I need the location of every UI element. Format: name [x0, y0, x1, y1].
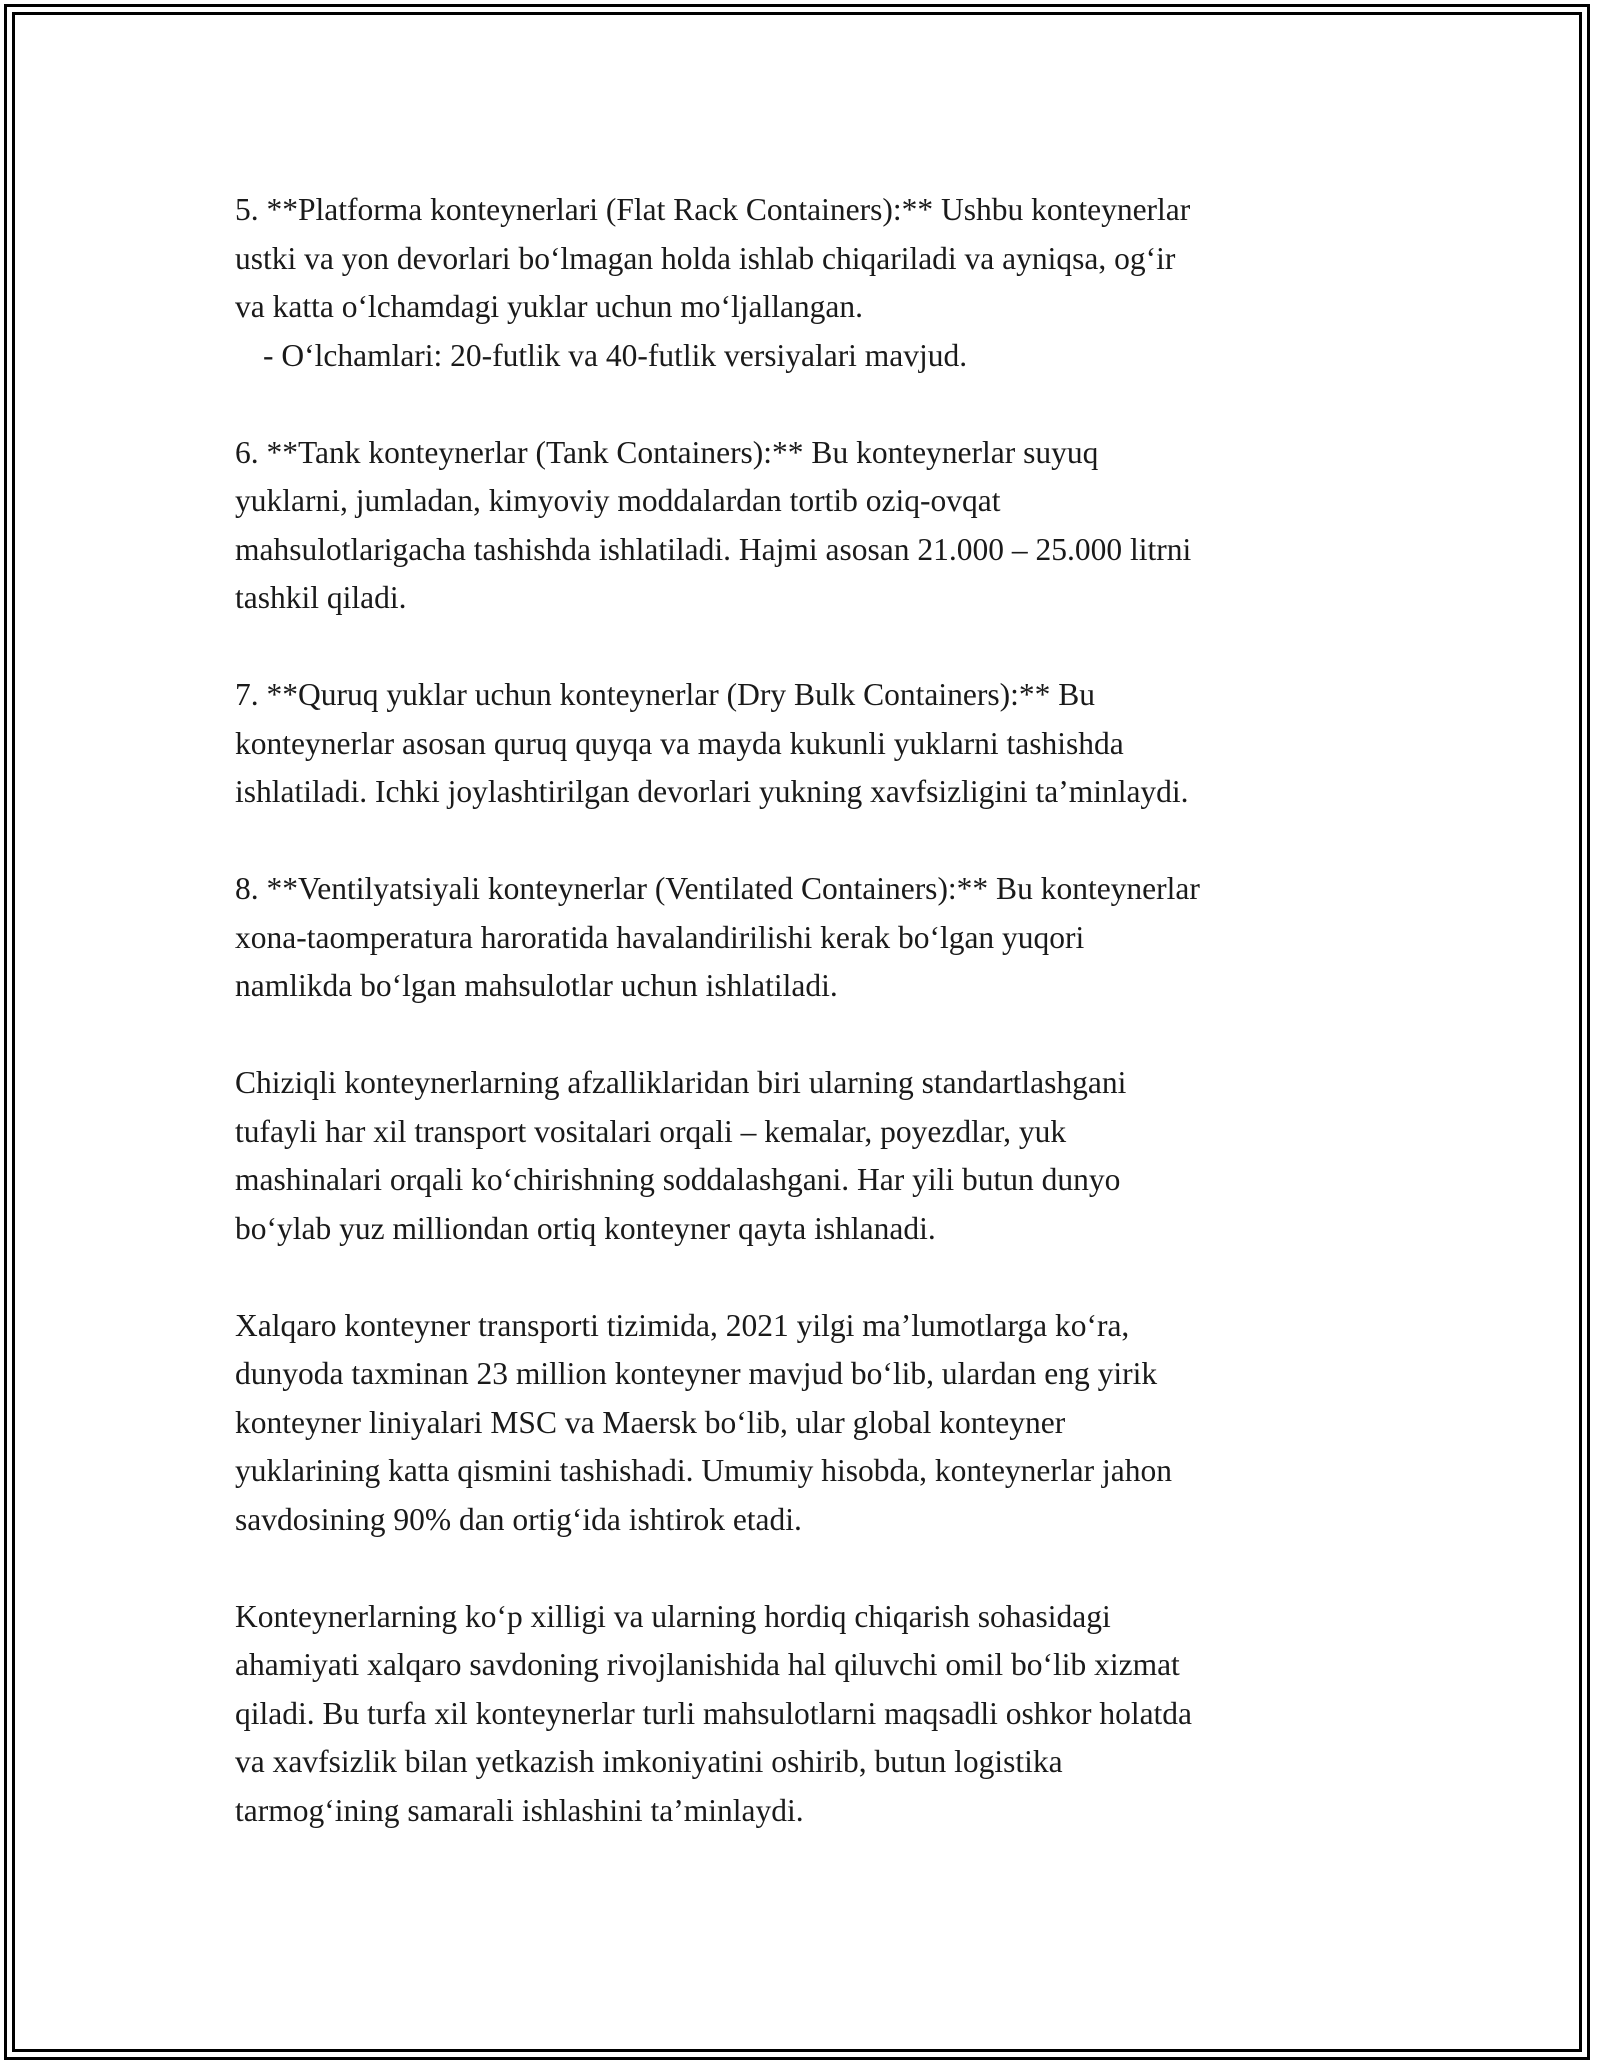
paragraph-international-statistics [235, 1302, 1375, 1545]
text-line: ahamiyati xalqaro savdoning rivojlanishida hal qiluvchi omil bo‘lib xizmat [235, 1647, 1180, 1682]
text-line: Konteynerlarning ko‘p xilligi va ularning hordiq chiqarish sohasidagi [235, 1598, 1111, 1634]
text-line: 8. **Ventilyatsiyali konteynerlar (Ventilated Containers):** Bu konteynerlar [235, 871, 1200, 906]
text-line: va katta o‘lchamdagi yuklar uchun mo‘ljallangan. [235, 289, 864, 324]
text-line: Chiziqli konteynerlarning afzalliklaridan biri ularning standartlashgani [235, 1065, 1127, 1100]
document-body [235, 186, 1375, 1884]
text-line: tufayli har xil transport vositalari orqali – kemalar, poyezdlar, yuk [235, 1113, 1067, 1149]
paragraph-dry-bulk-containers [235, 671, 1375, 817]
text-line: dunyoda taxminan 23 million konteyner mavjud bo‘lib, ulardan eng yirik [235, 1356, 1158, 1391]
text-line: va xavfsizlik bilan yetkazish imkoniyatini oshirib, butun logistika [235, 1744, 1063, 1779]
text-line: bo‘ylab yuz milliondan ortiq konteyner qayta ishlanadi. [235, 1210, 936, 1246]
paragraph-flat-rack-containers [235, 186, 1375, 380]
text-line: tarmog‘ining samarali ishlashini ta’minlaydi. [235, 1792, 804, 1828]
text-line: 5. **Platforma konteynerlari (Flat Rack Containers):** Ushbu konteynerlar [235, 192, 1191, 227]
sub-item-dimensions: - O‘lchamlari: 20-futlik va 40-futlik versiyalari mavjud. [263, 337, 968, 373]
text-line: yuklarining katta qismini tashishadi. Umumiy hisobda, konteynerlar jahon [235, 1453, 1172, 1488]
text-line: 7. **Quruq yuklar uchun konteynerlar (Dry Bulk Containers):** Bu [235, 677, 1095, 712]
text-line: ishlatiladi. Ichki joylashtirilgan devorlari yukning xavfsizligini ta’minlaydi. [235, 774, 1189, 809]
paragraph-advantages [235, 1059, 1375, 1253]
text-line: namlikda bo‘lgan mahsulotlar uchun ishlatiladi. [235, 968, 838, 1003]
text-line: savdosining 90% dan ortig‘ida ishtirok etadi. [235, 1501, 802, 1537]
text-line: konteynerlar asosan quruq quyqa va mayda kukunli yuklarni tashishda [235, 725, 1124, 761]
text-line: mashinalari orqali ko‘chirishning soddalashgani. Har yili butun dunyo [235, 1162, 1121, 1197]
paragraph-ventilated-containers [235, 865, 1375, 1011]
text-line: Xalqaro konteyner transporti tizimida, 2021 yilgi ma’lumotlarga ko‘ra, [235, 1307, 1130, 1343]
text-line: tashkil qiladi. [235, 580, 407, 615]
text-line: ustki va yon devorlari bo‘lmagan holda ishlab chiqariladi va ayniqsa, og‘ir [235, 240, 1176, 276]
text-line: qiladi. Bu turfa xil konteynerlar turli mahsulotlarni maqsadli oshkor holatda [235, 1695, 1193, 1731]
paragraph-conclusion [235, 1593, 1375, 1836]
text-line: xona-taomperatura haroratida havalandirilishi kerak bo‘lgan yuqori [235, 919, 1085, 955]
text-line: yuklarni, jumladan, kimyoviy moddalardan tortib oziq-ovqat [235, 483, 1001, 518]
text-line: 6. **Tank konteynerlar (Tank Containers):** Bu konteynerlar suyuq [235, 434, 1099, 470]
text-line: konteyner liniyalari MSC va Maersk bo‘lib, ular global konteyner [235, 1404, 1066, 1440]
text-line: mahsulotlarigacha tashishda ishlatiladi. Hajmi asosan 21.000 – 25.000 litrni [235, 531, 1192, 567]
paragraph-tank-containers [235, 429, 1375, 623]
